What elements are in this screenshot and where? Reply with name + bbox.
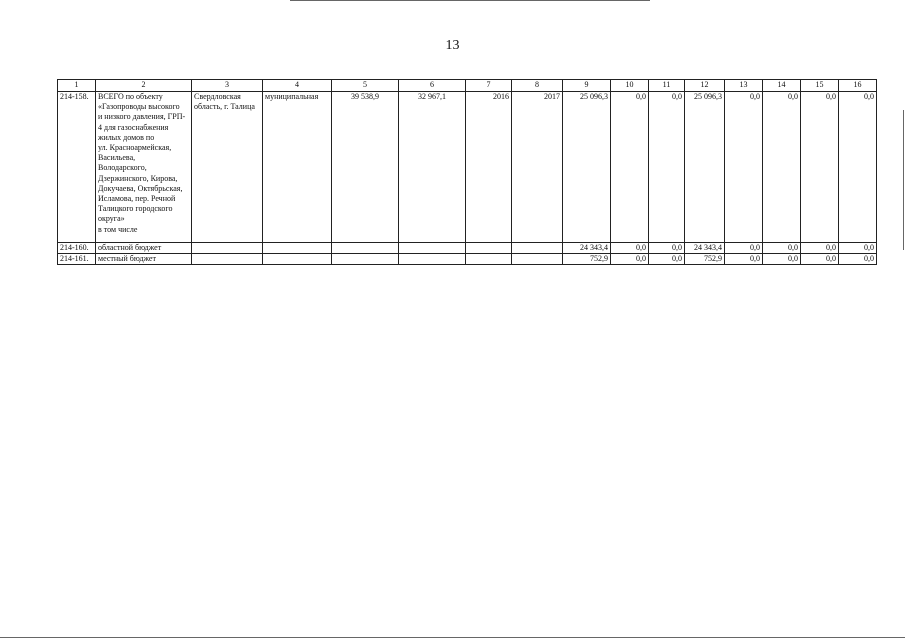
page-number: 13	[445, 38, 460, 53]
table-row	[58, 243, 877, 254]
cell-value	[332, 243, 399, 254]
column-header: 9	[563, 80, 611, 92]
column-header: 16	[839, 80, 877, 92]
cell-value: 0,0	[763, 92, 801, 243]
column-header: 2	[96, 80, 192, 92]
row-id: 214-161.	[58, 254, 96, 265]
cell-value: 752,9	[563, 254, 611, 265]
cell-value: 0,0	[839, 254, 877, 265]
column-header: 8	[512, 80, 563, 92]
cell-value: 0,0	[611, 243, 649, 254]
cell-value: 32 967,1	[399, 92, 466, 243]
cell-value: 0,0	[763, 254, 801, 265]
cell-value: 0,0	[839, 243, 877, 254]
cell-value: 0,0	[649, 243, 685, 254]
cell-value: 0,0	[801, 243, 839, 254]
end-year	[512, 243, 563, 254]
column-header: 10	[611, 80, 649, 92]
cell-value: 0,0	[649, 92, 685, 243]
ownership-type: муниципальная	[263, 92, 332, 243]
cell-value: 0,0	[725, 92, 763, 243]
cell-value: 0,0	[763, 243, 801, 254]
column-header: 11	[649, 80, 685, 92]
cell-value: 0,0	[839, 92, 877, 243]
object-name: ВСЕГО по объекту «Газопроводы высокого и низкого давления, ГРП- 4 для газоснабжения жилых домов по ул. Красноармейская, Васильева, Володарского, Дзержинского, Кирова, Докучаева, Октябрьская, Исламова, пер. Речной Талицкого городского округа» в том числе	[96, 92, 192, 243]
object-location: Свердловская область, г. Талица	[192, 92, 263, 243]
cell-value: 0,0	[611, 92, 649, 243]
cell-value	[332, 254, 399, 265]
end-year	[512, 254, 563, 265]
start-year	[466, 243, 512, 254]
cell-value: 0,0	[725, 254, 763, 265]
cell-value: 0,0	[801, 254, 839, 265]
cell-value: 752,9	[685, 254, 725, 265]
cell-value: 0,0	[725, 243, 763, 254]
ownership-type	[263, 254, 332, 265]
investment-table	[57, 79, 877, 265]
cell-value: 0,0	[801, 92, 839, 243]
table-row	[58, 92, 877, 243]
column-header: 1	[58, 80, 96, 92]
cell-value	[399, 243, 466, 254]
column-header: 7	[466, 80, 512, 92]
object-name: местный бюджет	[96, 254, 192, 265]
object-location	[192, 243, 263, 254]
object-location	[192, 254, 263, 265]
cell-value: 25 096,3	[563, 92, 611, 243]
row-id: 214-158.	[58, 92, 96, 243]
column-header: 3	[192, 80, 263, 92]
start-year	[466, 254, 512, 265]
column-header: 15	[801, 80, 839, 92]
scan-edge-right	[903, 110, 904, 250]
column-header: 4	[263, 80, 332, 92]
column-header: 14	[763, 80, 801, 92]
column-header: 6	[399, 80, 466, 92]
scan-edge-top	[290, 0, 650, 1]
start-year: 2016	[466, 92, 512, 243]
cell-value: 24 343,4	[685, 243, 725, 254]
cell-value: 25 096,3	[685, 92, 725, 243]
column-header: 13	[725, 80, 763, 92]
ownership-type	[263, 243, 332, 254]
cell-value: 0,0	[611, 254, 649, 265]
object-name: областной бюджет	[96, 243, 192, 254]
cell-value: 39 538,9	[332, 92, 399, 243]
table-row	[58, 254, 877, 265]
column-header: 12	[685, 80, 725, 92]
cell-value	[399, 254, 466, 265]
end-year: 2017	[512, 92, 563, 243]
row-id: 214-160.	[58, 243, 96, 254]
table-header-row	[58, 80, 877, 92]
scan-edge-bottom	[0, 637, 905, 638]
column-header: 5	[332, 80, 399, 92]
cell-value: 24 343,4	[563, 243, 611, 254]
cell-value: 0,0	[649, 254, 685, 265]
